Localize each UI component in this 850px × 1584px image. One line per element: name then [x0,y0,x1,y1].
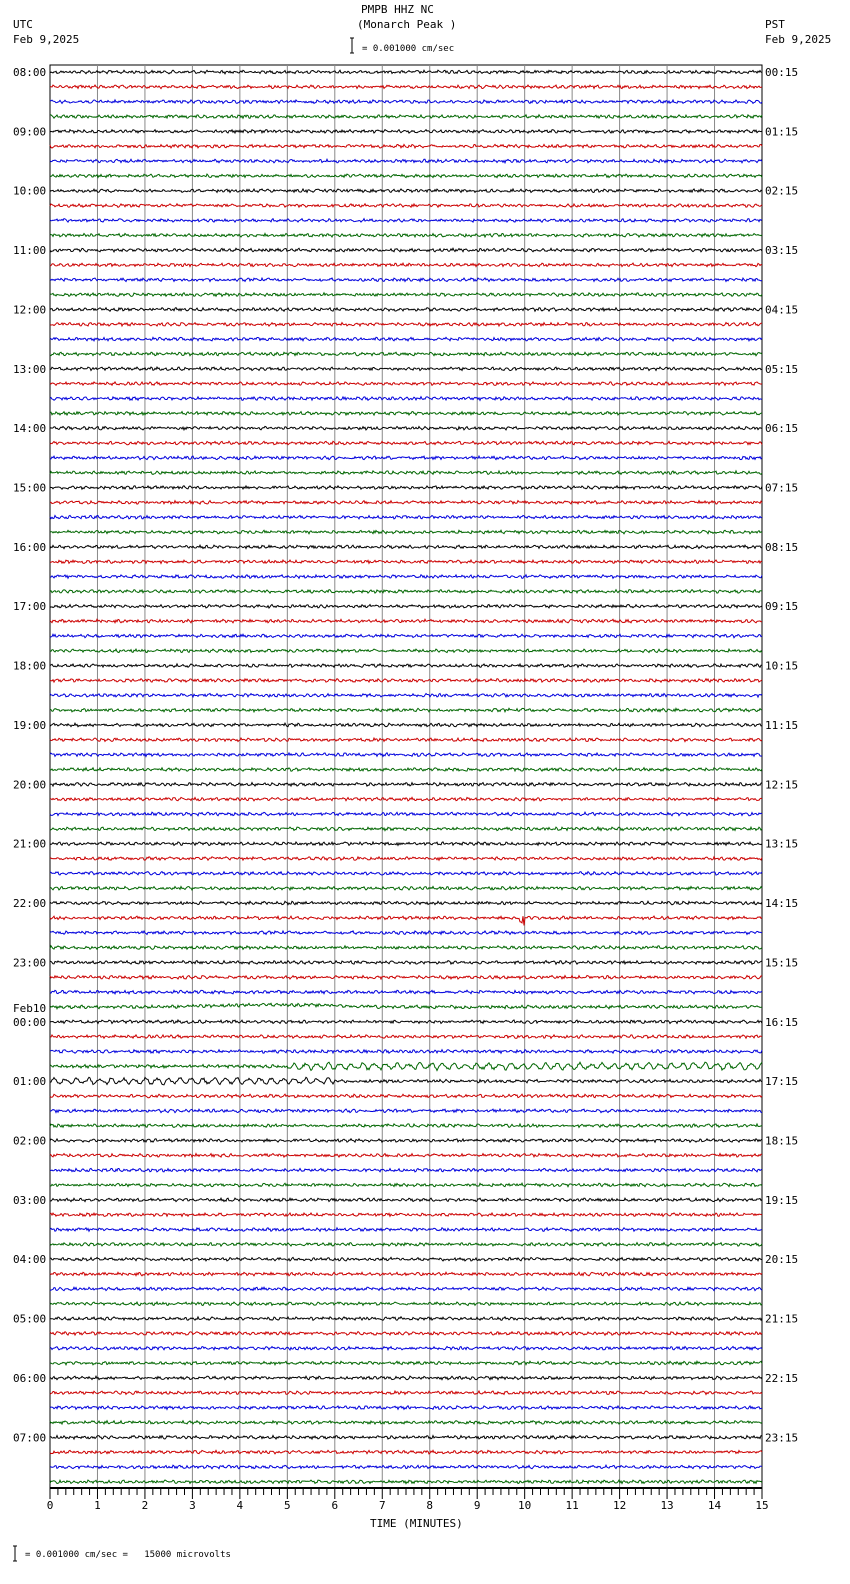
scale-label: = 0.001000 cm/sec [362,44,455,54]
trace-row-63 [50,1003,762,1008]
trace-row-86 [50,1347,762,1351]
pst-hour-label: 06:15 [765,422,799,436]
trace-row-84 [50,1317,762,1321]
trace-row-28 [50,486,762,490]
utc-hour-label: 20:00 [13,778,47,792]
pst-hour-label: 11:15 [765,718,799,732]
trace-row-66 [50,1050,762,1054]
utc-hour-label: 07:00 [13,1431,47,1445]
trace-row-67 [50,1062,762,1070]
trace-row-18 [50,337,762,341]
trace-row-78 [50,1228,762,1232]
trace-row-2 [50,100,762,104]
trace-row-19 [50,352,762,356]
trace-row-10 [50,219,762,223]
x-tick-label: 10 [518,1499,532,1512]
x-tick-label: 15 [755,1499,769,1512]
trace-row-31 [50,530,762,534]
trace-row-94 [50,1465,762,1469]
trace-row-26 [50,456,762,460]
trace-row-72 [50,1139,762,1142]
x-axis-title: TIME (MINUTES) [370,1517,463,1530]
trace-row-61 [50,976,762,980]
pst-hour-label: 23:15 [765,1431,799,1445]
trace-row-42 [50,694,762,698]
pst-hour-label: 04:15 [765,303,799,317]
pst-hour-label: 10:15 [765,659,799,673]
left-date: Feb 9,2025 [13,33,80,46]
x-tick-label: 4 [236,1499,244,1512]
trace-row-69 [50,1094,762,1098]
utc-hour-label: 14:00 [13,422,47,436]
pst-hour-label: 12:15 [765,778,799,792]
trace-row-68 [50,1077,762,1085]
pst-hour-label: 08:15 [765,540,799,554]
utc-hour-label: 15:00 [13,481,47,495]
trace-row-32 [50,545,762,549]
right-timezone: PST [765,18,785,31]
trace-row-57 [50,916,762,925]
trace-row-79 [50,1243,762,1247]
utc-hour-label: 12:00 [13,303,47,317]
trace-row-56 [50,901,762,905]
x-tick-label: 12 [612,1499,627,1512]
trace-row-89 [50,1391,762,1395]
pst-hour-label: 16:15 [765,1015,799,1029]
trace-row-25 [50,441,762,444]
trace-row-93 [50,1450,762,1454]
trace-row-6 [50,159,762,163]
trace-row-27 [50,471,762,475]
x-tick-label: 3 [189,1499,196,1512]
trace-row-45 [50,738,762,742]
trace-row-21 [50,382,762,386]
trace-row-13 [50,263,762,267]
utc-hour-label: 09:00 [13,125,47,139]
pst-hour-label: 15:15 [765,956,799,970]
trace-row-88 [50,1376,762,1380]
right-date: Feb 9,2025 [765,33,832,46]
trace-row-91 [50,1421,762,1425]
trace-row-43 [50,708,762,712]
trace-row-36 [50,605,762,609]
trace-row-44 [50,723,762,727]
trace-row-85 [50,1332,762,1336]
left-timezone: UTC [13,18,33,31]
trace-row-24 [50,426,762,430]
pst-hour-label: 01:15 [765,125,799,139]
trace-row-38 [50,634,762,637]
pst-hour-label: 07:15 [765,481,799,495]
trace-row-47 [50,768,762,772]
x-tick-label: 5 [284,1499,291,1512]
trace-row-3 [50,115,762,119]
trace-row-34 [50,575,762,579]
trace-row-23 [50,412,762,416]
trace-row-39 [50,649,762,652]
x-tick-label: 11 [565,1499,579,1512]
utc-hour-label: 05:00 [13,1312,47,1326]
trace-row-8 [50,189,762,192]
trace-row-5 [50,144,762,148]
trace-row-83 [50,1302,762,1306]
trace-row-75 [50,1183,762,1187]
utc-hour-label: 03:00 [13,1193,47,1207]
trace-row-74 [50,1168,762,1172]
trace-row-12 [50,248,762,252]
trace-row-35 [50,590,762,594]
utc-hour-label: 02:00 [13,1134,47,1148]
utc-hour-label: 19:00 [13,718,47,732]
utc-hour-label: 10:00 [13,184,47,198]
trace-row-73 [50,1154,762,1158]
utc-hour-label: 16:00 [13,540,47,554]
trace-row-50 [50,812,762,816]
footer-scale-bar-icon [13,1546,17,1561]
x-tick-label: 7 [378,1499,386,1512]
pst-hour-label: 09:15 [765,600,799,614]
pst-hour-label: 13:15 [765,837,799,851]
trace-row-9 [50,204,762,208]
trace-row-92 [50,1436,762,1440]
trace-row-76 [50,1198,762,1202]
x-tick-label: 9 [473,1499,481,1512]
utc-hour-label: 23:00 [13,956,47,970]
pst-hour-label: 03:15 [765,244,799,258]
trace-row-29 [50,501,762,505]
utc-hour-label: 13:00 [13,362,47,376]
trace-row-77 [50,1213,762,1217]
trace-row-0 [50,70,762,74]
trace-row-22 [50,397,762,401]
trace-row-81 [50,1272,762,1276]
trace-row-37 [50,619,762,623]
x-tick-label: 8 [426,1499,434,1512]
station-location: (Monarch Peak ) [357,18,457,31]
pst-hour-label: 20:15 [765,1253,799,1267]
utc-hour-label: 21:00 [13,837,47,851]
pst-hour-label: 18:15 [765,1134,799,1148]
pst-hour-label: 21:15 [765,1312,799,1326]
trace-row-41 [50,679,762,683]
trace-row-82 [50,1287,762,1291]
x-tick-label: 14 [707,1499,722,1512]
trace-row-7 [50,174,762,178]
trace-row-53 [50,857,762,861]
pst-hour-label: 00:15 [765,66,799,79]
trace-row-14 [50,278,762,282]
trace-row-33 [50,560,762,564]
pst-hour-label: 14:15 [765,897,799,911]
trace-row-4 [50,130,762,134]
x-tick-label: 1 [94,1499,101,1512]
x-tick-label: 2 [141,1499,149,1512]
trace-row-58 [50,931,762,935]
utc-hour-label: 06:00 [13,1371,47,1385]
trace-row-51 [50,827,762,831]
pst-hour-label: 02:15 [765,184,799,198]
trace-row-15 [50,293,762,297]
pst-hour-label: 17:15 [765,1075,799,1089]
trace-row-1 [50,85,762,89]
utc-hour-label: 17:00 [13,600,47,614]
trace-row-60 [50,961,762,965]
trace-row-52 [50,842,762,846]
pst-hour-label: 05:15 [765,362,799,376]
trace-row-65 [50,1035,762,1039]
trace-row-46 [50,753,762,757]
footer-scale-note: = 0.001000 cm/sec = 15000 microvolts [25,1550,231,1560]
trace-row-64 [50,1020,762,1024]
pst-hour-label: 19:15 [765,1193,799,1207]
trace-row-40 [50,664,762,668]
x-tick-label: 13 [660,1499,674,1512]
utc-hour-label: 08:00 [13,66,47,79]
x-tick-label: 0 [46,1499,54,1512]
trace-row-71 [50,1124,762,1128]
trace-row-59 [50,946,762,950]
trace-row-54 [50,872,762,876]
x-tick-label: 6 [331,1499,339,1512]
trace-row-16 [50,308,762,312]
station-title: PMPB HHZ NC [361,3,434,16]
trace-row-49 [50,797,762,801]
utc-hour-label: 18:00 [13,659,47,673]
trace-row-90 [50,1406,762,1410]
trace-row-62 [50,990,762,994]
utc-hour-label: 11:00 [13,244,47,258]
scale-bar-icon [350,38,354,53]
trace-row-17 [50,323,762,327]
trace-row-95 [50,1480,762,1484]
pst-hour-label: 22:15 [765,1371,799,1385]
trace-row-48 [50,783,762,787]
trace-row-55 [50,887,762,891]
date-change-label: Feb10 [13,1001,47,1015]
trace-row-70 [50,1109,762,1113]
utc-hour-label: 00:00 [13,1015,47,1029]
trace-row-30 [50,515,762,519]
trace-row-80 [50,1257,762,1261]
utc-hour-label: 01:00 [13,1075,47,1089]
trace-row-87 [50,1361,762,1365]
trace-row-20 [50,367,762,371]
utc-hour-label: 04:00 [13,1253,47,1267]
utc-hour-label: 22:00 [13,897,47,911]
trace-row-11 [50,234,762,238]
